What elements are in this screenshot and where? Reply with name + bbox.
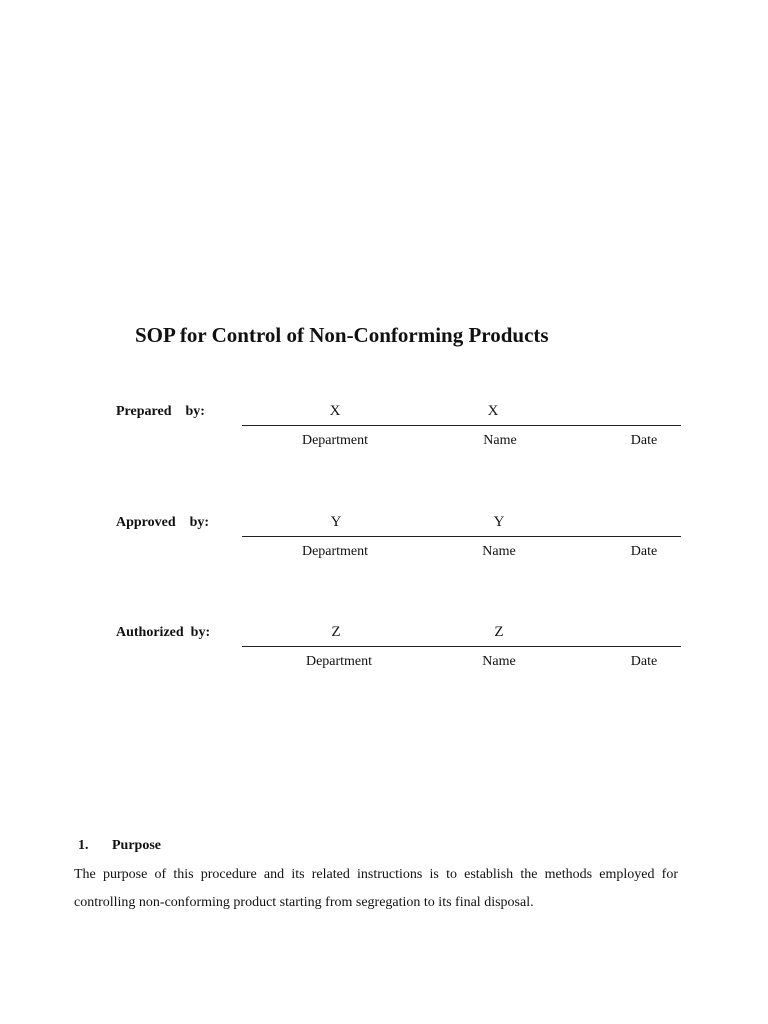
approved-by-label: Approved by: xyxy=(116,515,210,530)
authorized-date-caption: Date xyxy=(630,654,658,669)
prepared-department-caption: Department xyxy=(301,433,369,448)
section-body-purpose: The purpose of this procedure and its related instructions is to establish the methods employed for controlling non-conforming product starting from segregation to its final disposal. xyxy=(74,867,678,910)
authorized-department-value: Z xyxy=(331,624,341,640)
prepared-signature-line xyxy=(242,425,681,426)
authorized-department-caption: Department xyxy=(305,654,373,669)
prepared-date-caption: Date xyxy=(630,433,658,448)
section-heading-purpose xyxy=(78,838,161,854)
approved-name-caption: Name xyxy=(482,544,516,559)
approved-date-caption: Date xyxy=(630,544,658,559)
prepared-by-label: Prepared by: xyxy=(116,404,205,419)
authorized-by-label: Authorized by: xyxy=(116,625,211,640)
approved-department-value: Y xyxy=(330,514,342,530)
signature-block-approved xyxy=(0,515,768,575)
signature-block-authorized xyxy=(0,625,768,685)
prepared-department-value: X xyxy=(329,403,341,419)
authorized-name-caption: Name xyxy=(482,654,516,669)
section-title: Purpose xyxy=(112,838,161,853)
prepared-name-value: X xyxy=(487,403,499,419)
document-title: SOP for Control of Non-Conforming Products xyxy=(135,323,549,347)
section-number: 1. xyxy=(78,838,89,853)
approved-name-value: Y xyxy=(493,514,505,530)
approved-signature-line xyxy=(242,536,681,537)
authorized-signature-line xyxy=(242,646,681,647)
prepared-name-caption: Name xyxy=(483,433,517,448)
authorized-name-value: Z xyxy=(494,624,504,640)
approved-department-caption: Department xyxy=(301,544,369,559)
signature-block-prepared xyxy=(0,404,768,464)
